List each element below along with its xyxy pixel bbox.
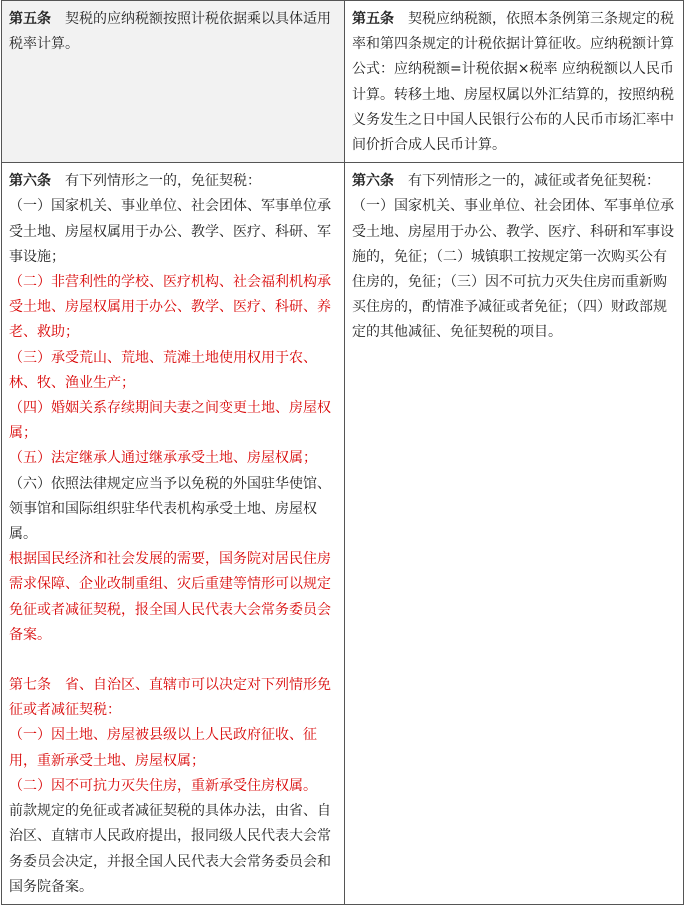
old-article-5	[9, 7, 337, 57]
new-article-5-cell	[345, 1, 684, 163]
article-text: 契税应纳税额，依照本条例第三条规定的税率和第四条规定的计税依据计算征收。应纳税额计算公式：应纳税额=计税依据×税率 应纳税额以人民币计算。转移土地、房屋权属以外汇结算的，按照纳税义务发生之日中国人民银行公布的人民币市场汇率中间价折合成人民币计算。	[352, 11, 674, 154]
article-7-head: 第七条 省、自治区、直辖市可以决定对下列情形免征或者减征契税：	[9, 677, 331, 719]
new-article-6	[352, 169, 676, 345]
article-7-item-2: （二）因不可抗力灭失住房，重新承受住房权属。	[9, 777, 317, 794]
article-6-item-1: （一）国家机关、事业单位、社会团体、军事单位承受土地、房屋权属用于办公、教学、医疗、科研、军事设施；	[9, 198, 331, 265]
comparison-table	[1, 0, 684, 905]
article-text: 契税的应纳税额按照计税依据乘以具体适用税率计算。	[9, 11, 331, 53]
article-6-item-3: （三）承受荒山、荒地、荒滩土地使用权用于农、林、牧、渔业生产；	[9, 349, 317, 391]
article-text: 有下列情形之一的，免征契税：	[65, 173, 261, 190]
article-6-item-6: （六）依照法律规定应当予以免税的外国驻华使馆、领事馆和国际组织驻华代表机构承受土地、房屋权属。	[9, 475, 331, 543]
old-article-5-cell	[2, 1, 345, 163]
article-7-item-1: （一）因土地、房屋被县级以上人民政府征收、征用，重新承受土地、房屋权属；	[9, 727, 317, 769]
article-number: 第五条	[9, 11, 51, 27]
article-6-item-2: （二）非营利性的学校、医疗机构、社会福利机构承受土地、房屋权属用于办公、教学、医疗、科研、养老、救助；	[9, 274, 331, 341]
article-number: 第六条	[9, 173, 51, 190]
article-number: 第六条	[352, 173, 394, 190]
table-row	[2, 1, 684, 163]
article-6-intro	[9, 169, 337, 194]
article-6-item-5: （五）法定继承人通过继承承受土地、房屋权属；	[9, 450, 317, 467]
state-council-paragraph: 根据国民经济和社会发展的需要，国务院对居民住房需求保障、企业改制重组、灾后重建等情形可以规定免征或者减征契税，报全国人民代表大会常务委员会备案。	[9, 551, 331, 643]
article-6-item-4: （四）婚姻关系存续期间夫妻之间变更土地、房屋权属；	[9, 400, 331, 442]
old-article-6-7-cell	[2, 163, 345, 905]
paragraph-spacer	[9, 648, 337, 673]
new-article-5	[352, 7, 676, 158]
table-row	[2, 163, 684, 905]
new-article-6-cell	[345, 163, 684, 905]
article-number: 第五条	[352, 11, 394, 27]
article-text: 有下列情形之一的，减征或者免征契税：（一）国家机关、事业单位、社会团体、军事单位承受土地、房屋用于办公、教学、医疗、科研和军事设施的，免征；（二）城镇职工按规定第一次购买公有住房的，免征；（三）因不可抗力灭失住房而重新购买住房的，酌情准予减征或者免征；（四）财政部规定的其他减征、免征契税的项目。	[352, 173, 674, 341]
article-7-tail: 前款规定的免征或者减征契税的具体办法，由省、自治区、直辖市人民政府提出，报同级人民代表大会常务委员会决定，并报全国人民代表大会常务委员会和国务院备案。	[9, 803, 331, 895]
